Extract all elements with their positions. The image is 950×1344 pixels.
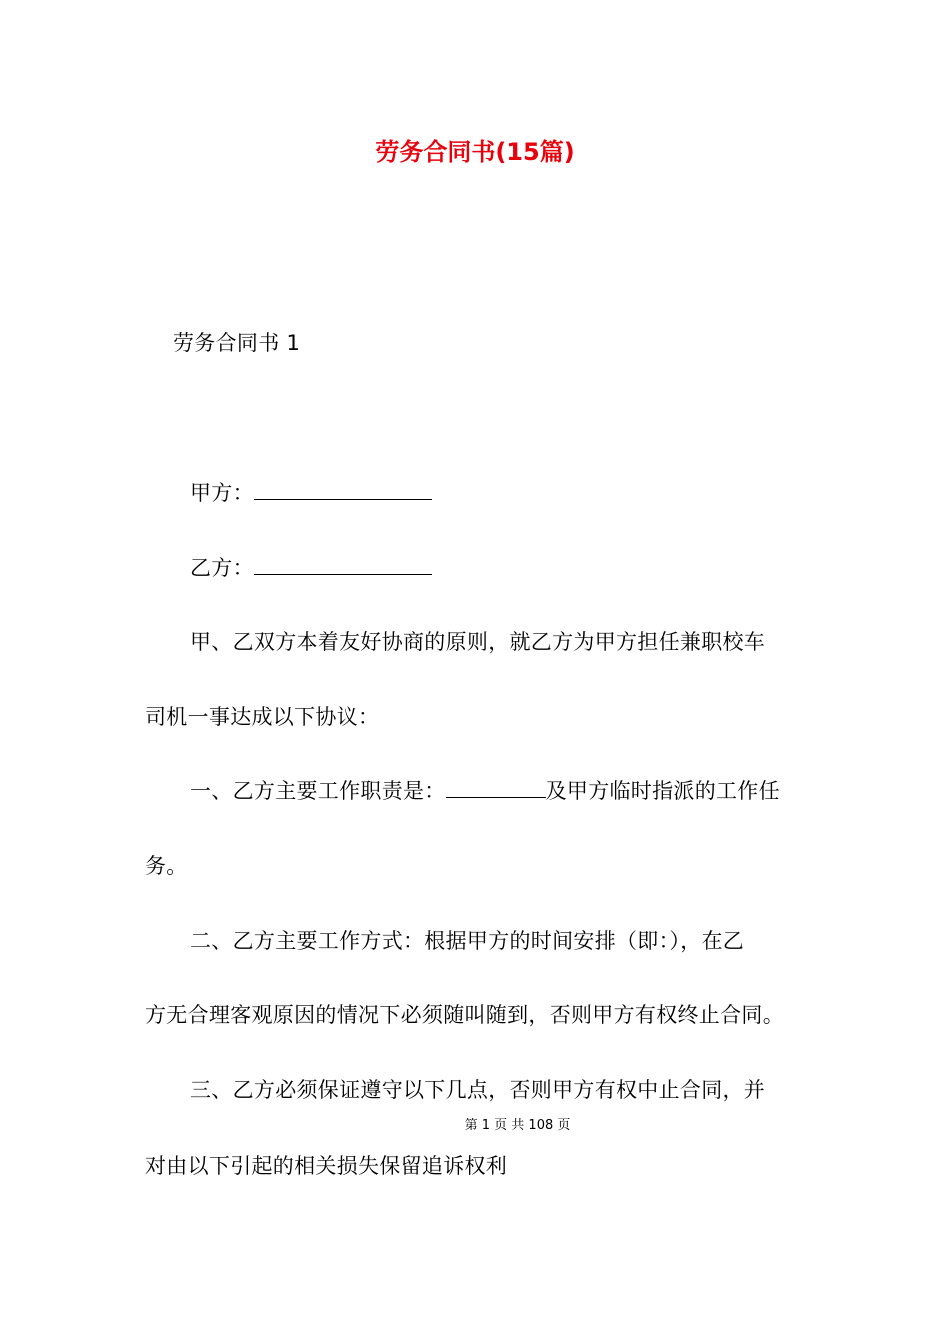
party-a-line: [190, 477, 432, 507]
paragraph-3-line-1: 二、乙方主要工作方式：根据甲方的时间安排（即：），在乙: [190, 929, 745, 953]
document-title: 劳务合同书(15篇): [375, 138, 575, 166]
party-a-blank: [254, 477, 432, 500]
paragraph-4-line-1: 三、乙方必须保证遵守以下几点，否则甲方有权中止合同，并: [190, 1078, 766, 1102]
paragraph-1-line-2: 司机一事达成以下协议：: [145, 705, 380, 729]
paragraph-2-suffix: 及甲方临时指派的工作任: [545, 779, 780, 803]
page-indicator: 第 1 页 共 108 页: [464, 1118, 571, 1133]
paragraph-1-line-1: 甲、乙双方本着友好协商的原则，就乙方为甲方担任兼职校车: [190, 630, 766, 654]
paragraph-2-line-2: 务。: [145, 854, 188, 878]
paragraph-2-line-1: [190, 775, 780, 805]
section-heading: 劳务合同书 1: [173, 331, 301, 355]
paragraph-4-line-2: 对由以下引起的相关损失保留追诉权利: [145, 1154, 508, 1178]
paragraph-3-line-2: 方无合理客观原因的情况下必须随叫随到，否则甲方有权终止合同。: [145, 1003, 784, 1027]
party-b-line: [190, 552, 432, 582]
paragraph-2-prefix: 一、乙方主要工作职责是：: [190, 779, 446, 803]
duty-blank: [446, 775, 546, 798]
party-b-label: 乙方：: [190, 556, 254, 580]
party-b-blank: [254, 552, 432, 575]
party-a-label: 甲方：: [190, 481, 254, 505]
